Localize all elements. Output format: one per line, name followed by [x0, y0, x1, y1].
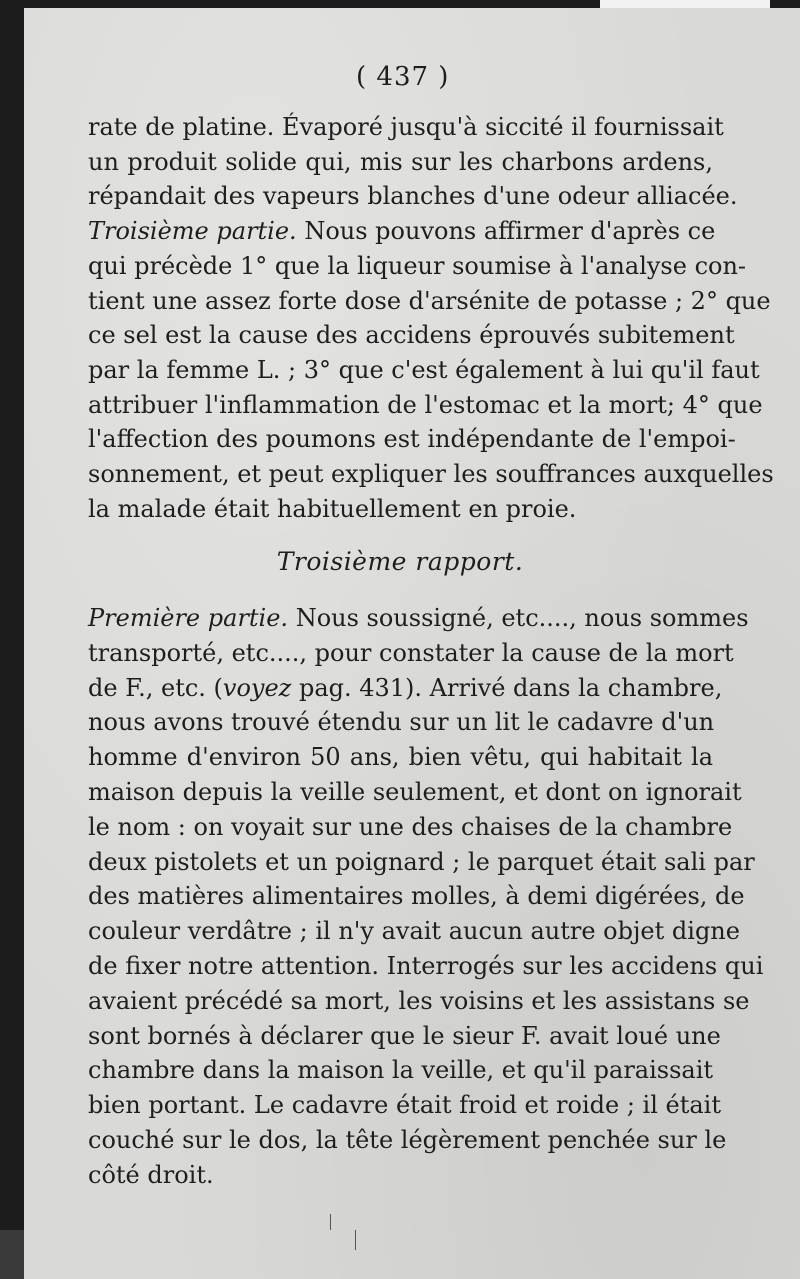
text-line-content: nous avons trouvé étendu sur un lit le cadavre d'un	[88, 708, 715, 737]
text-line	[88, 251, 747, 281]
text-line	[88, 355, 760, 385]
text-line	[88, 459, 774, 489]
text-line-content: couché sur le dos, la tête légèrement penchée sur le	[88, 1126, 727, 1154]
text-line-content: ce sel est la cause des accidens éprouvés subitement	[88, 321, 735, 350]
text-line-content: homme d'environ 50 ans, bien vêtu, qui habitait la	[88, 743, 713, 772]
text-line	[88, 951, 764, 981]
text-line-content: Nous pouvons affirmer d'après ce	[296, 217, 716, 246]
text-line	[88, 147, 713, 177]
text-line-content: sonnement, et peut expliquer les souffrances auxquelles	[88, 460, 774, 488]
text-line	[88, 881, 745, 911]
text-line	[88, 181, 738, 211]
text-line	[88, 216, 716, 246]
text-line	[88, 494, 713, 524]
text-line-content: bien portant. Le cadavre était froid et roide ; il était	[88, 1091, 721, 1120]
text-line	[88, 916, 740, 946]
text-line-content: tient une assez forte dose d'arsénite de potasse ; 2° que	[88, 286, 771, 315]
text-line-content: des matières alimentaires molles, à demi digérées, de	[88, 882, 745, 911]
page-number: ( 437 )	[356, 62, 450, 92]
text-line	[88, 673, 723, 703]
text-line	[88, 986, 750, 1016]
text-line	[88, 1021, 721, 1051]
text-line	[88, 707, 713, 737]
text-line-content: rate de platine. Évaporé jusqu'à siccité il fournissait	[88, 113, 724, 141]
text-line	[88, 1090, 721, 1120]
text-line-content: qui précède 1° que la liqueur soumise à l'analyse con-	[88, 251, 747, 280]
scan-mark	[330, 1214, 331, 1230]
text-line	[88, 603, 749, 633]
text-line-content: couleur verdâtre ; il n'y avait aucun autre objet digne	[88, 917, 740, 946]
text-line-content: de fixer notre attention. Interrogés sur les accidens qui	[88, 952, 764, 980]
section-heading: Troisième rapport.	[276, 547, 524, 576]
binding-edge	[0, 1230, 24, 1279]
scan-mark	[355, 1230, 356, 1250]
text-line-content: côté droit.	[88, 1160, 214, 1189]
text-line-content: par la femme L. ; 3° que c'est également à lui qu'il faut	[88, 355, 760, 384]
text-line	[88, 847, 755, 877]
text-line-content: Nous soussigné, etc...., nous sommes	[288, 604, 749, 632]
italic-phrase: voyez	[222, 673, 292, 702]
text-line	[88, 638, 734, 668]
text-line-prefix: de F., etc. (	[88, 673, 223, 702]
text-line-content: avaient précédé sa mort, les voisins et les assistans se	[88, 986, 750, 1015]
text-line-content: maison depuis la veille seulement, et dont on ignorait	[88, 778, 742, 806]
italic-phrase: Première partie.	[88, 604, 289, 632]
text-line-content: un produit solide qui, mis sur les charbons ardens,	[88, 147, 713, 176]
text-line	[88, 286, 771, 316]
text-line-content: transporté, etc...., pour constater la cause de la mort	[88, 638, 734, 667]
page-top-edge	[600, 0, 770, 8]
text-line-content: sont bornés à déclarer que le sieur F. avait loué une	[88, 1021, 721, 1050]
text-line	[88, 390, 763, 420]
text-line-content: l'affection des poumons est indépendante de l'empoi-	[88, 425, 736, 454]
text-line-content: deux pistolets et un poignard ; le parquet était sali par	[88, 847, 755, 876]
text-line	[88, 777, 742, 807]
text-line-content: le nom : on voyait sur une des chaises de la chambre	[88, 812, 733, 841]
text-line-content: chambre dans la maison la veille, et qu'il paraissait	[88, 1056, 714, 1085]
text-line	[88, 112, 724, 142]
text-line-content: attribuer l'inflammation de l'estomac et la mort; 4° que	[88, 390, 763, 419]
text-line	[88, 742, 713, 772]
text-line	[88, 1125, 727, 1155]
text-line-content: répandait des vapeurs blanches d'une odeur alliacée.	[88, 182, 738, 211]
text-line-content: pag. 431). Arrivé dans la chambre,	[291, 673, 723, 702]
text-line-content: la malade était habituellement en proie.	[88, 494, 577, 523]
text-line	[88, 320, 735, 350]
text-line	[88, 424, 736, 454]
text-line	[88, 812, 733, 842]
text-line	[88, 1160, 713, 1190]
text-line	[88, 1055, 713, 1085]
italic-phrase: Troisième partie.	[88, 217, 297, 246]
